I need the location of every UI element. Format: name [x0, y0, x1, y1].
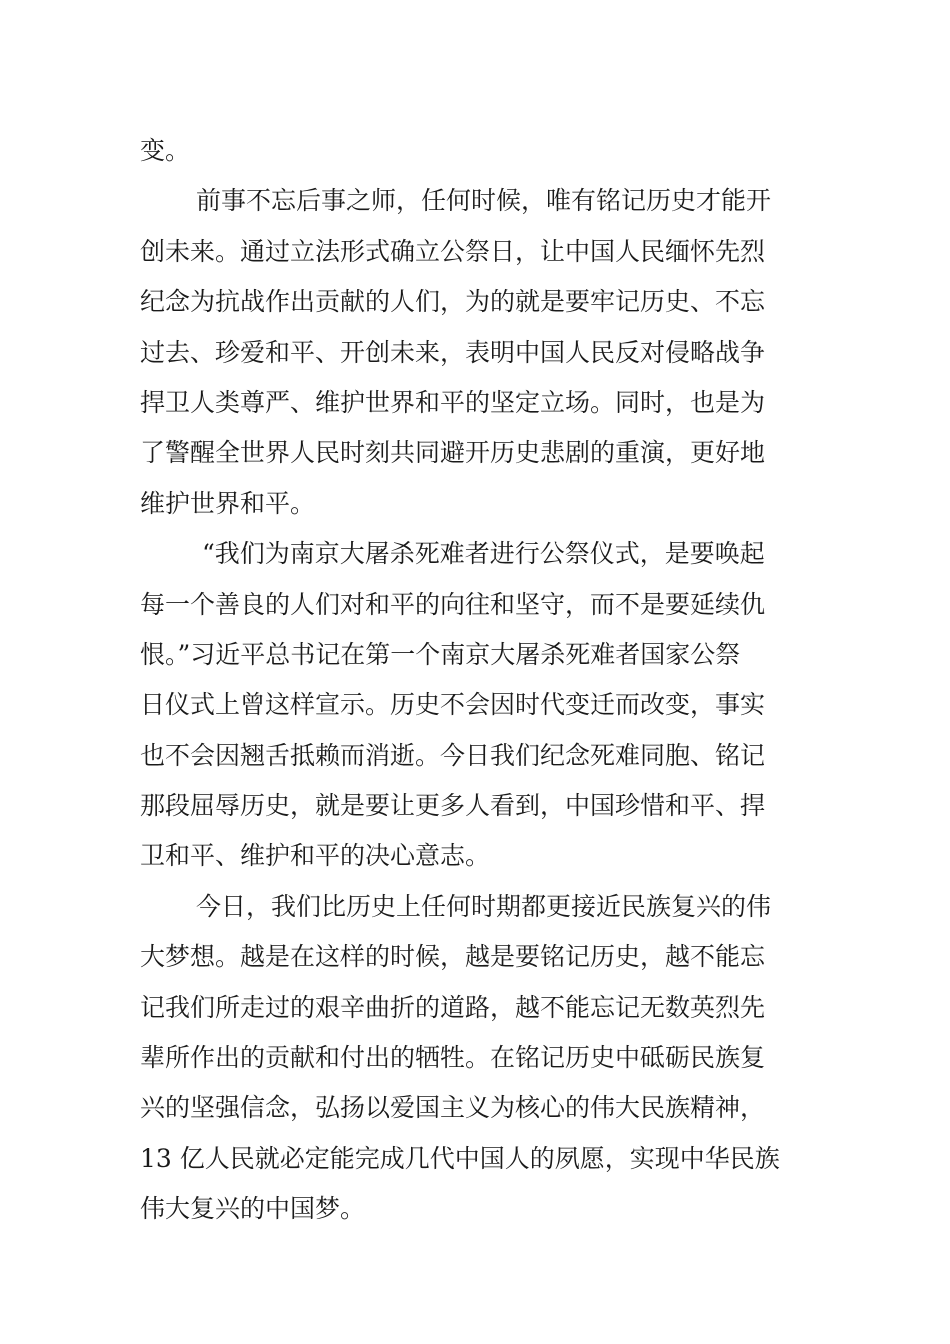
- text-line: 每一个善良的人们对和平的向往和坚守，而不是要延续仇: [140, 589, 766, 619]
- text-line: 今日，我们比历史上任何时期都更接近民族复兴的伟: [196, 891, 772, 921]
- text-line: 大梦想。越是在这样的时候，越是要铭记历史，越不能忘: [140, 942, 766, 972]
- text-line: 过去、珍爱和平、开创未来，表明中国人民反对侵略战争: [140, 337, 766, 367]
- text-line: 变。: [140, 136, 191, 165]
- text-line: 前事不忘后事之师，任何时候，唯有铭记历史才能开: [196, 186, 772, 216]
- paragraph-1: [140, 126, 830, 176]
- text-line: “我们为南京大屠杀死难者进行公祭仪式，是要唤起: [202, 539, 765, 569]
- text-line: 了警醒全世界人民时刻共同避开历史悲剧的重演，更好地: [140, 438, 766, 468]
- text-line: 维护世界和平。: [140, 488, 316, 518]
- text-line: 伟大复兴的中国梦。: [140, 1194, 366, 1224]
- text-line: 恨。”习近平总书记在第一个南京大屠杀死难者国家公祭: [140, 639, 741, 669]
- text-line: 卫和平、维护和平的决心意志。: [140, 841, 491, 871]
- paragraph-4: [140, 882, 830, 1235]
- paragraph-2: [140, 176, 830, 529]
- text-line: 13 亿人民就必定能完成几代中国人的夙愿，实现中华民族: [140, 1143, 780, 1173]
- text-line: 创未来。通过立法形式确立公祭日，让中国人民缅怀先烈: [140, 236, 766, 266]
- paragraph-3: [140, 529, 830, 882]
- text-line: 日仪式上曾这样宣示。历史不会因时代变迁而改变，事实: [140, 690, 766, 720]
- text-line: 捍卫人类尊严、维护世界和平的坚定立场。同时，也是为: [140, 387, 766, 417]
- body-text: [140, 126, 830, 1235]
- text-line: 那段屈辱历史，就是要让更多人看到，中国珍惜和平、捍: [140, 791, 766, 821]
- text-line: 辈所作出的贡献和付出的牺牲。在铭记历史中砥砺民族复: [140, 1043, 766, 1073]
- text-line: 纪念为抗战作出贡献的人们，为的就是要牢记历史、不忘: [140, 287, 766, 317]
- text-line: 记我们所走过的艰辛曲折的道路，越不能忘记无数英烈先: [140, 992, 766, 1022]
- text-line: 兴的坚强信念，弘扬以爱国主义为核心的伟大民族精神，: [140, 1093, 766, 1123]
- text-line: 也不会因翘舌抵赖而消逝。今日我们纪念死难同胞、铭记: [140, 740, 766, 770]
